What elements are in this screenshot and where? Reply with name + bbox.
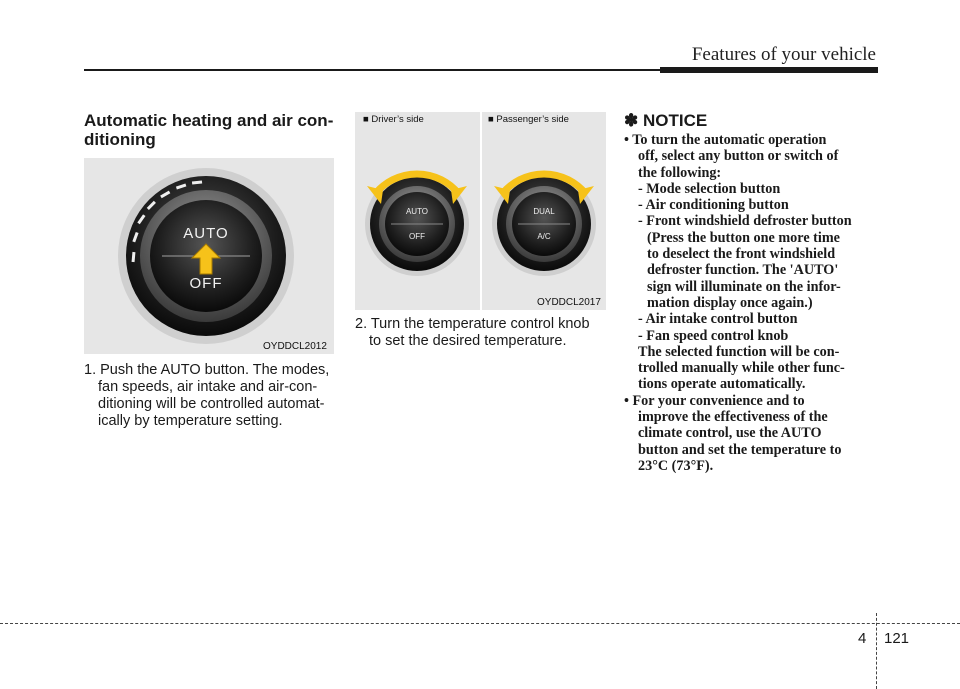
chapter-number: 4 xyxy=(858,630,867,647)
step-line: 2. Turn the temperature control knob xyxy=(355,316,590,332)
section-title xyxy=(84,111,339,149)
notice-line: defroster function. The 'AUTO' xyxy=(647,262,839,279)
figure-auto-button xyxy=(84,158,334,354)
notice-line: the following: xyxy=(638,164,722,181)
step-line: 1. Push the AUTO button. The modes, xyxy=(84,362,330,378)
notice-line: - Mode selection button xyxy=(638,180,781,197)
left-knob-top-label: AUTO xyxy=(405,207,429,216)
notice-title: ✽ NOTICE xyxy=(624,111,708,130)
section-title-line: ditioning xyxy=(84,130,156,149)
dual-knob-illustration xyxy=(355,112,606,310)
header-rule-accent xyxy=(660,67,878,73)
notice-line: 23°C (73°F). xyxy=(638,457,714,474)
passenger-side-label: ■ Passenger’s side xyxy=(488,114,569,125)
notice-line: (Press the button one more time xyxy=(647,229,840,246)
notice-line: - Air intake control button xyxy=(638,311,798,328)
knob-illustration xyxy=(84,158,334,354)
header-title: Features of your vehicle xyxy=(691,44,876,65)
page-number: 121 xyxy=(884,630,910,647)
step-line: ically by temperature setting. xyxy=(98,413,283,429)
step-line: to set the desired temperature. xyxy=(369,333,567,349)
footer-vertical-rule xyxy=(876,613,877,689)
step-1 xyxy=(84,362,329,430)
notice-line: - Air conditioning button xyxy=(638,197,789,214)
notice-line: climate control, use the AUTO xyxy=(638,425,822,442)
notice-line: sign will illuminate on the infor- xyxy=(647,278,841,295)
notice-line: • To turn the automatic operation xyxy=(624,132,827,148)
left-knob-bottom-label: OFF xyxy=(409,232,425,241)
footer-rule xyxy=(0,623,960,624)
right-knob-bottom-label: A/C xyxy=(537,232,551,241)
notice-line: trolled manually while other func- xyxy=(638,360,845,377)
step-line: fan speeds, air intake and air-con- xyxy=(98,379,318,395)
notice-line: button and set the temperature to xyxy=(638,441,842,458)
figure-caption: OYDDCL2017 xyxy=(537,297,601,308)
notice-line: • For your convenience and to xyxy=(624,392,805,409)
knob-bottom-label: OFF xyxy=(189,275,223,292)
notice-line: - Fan speed control knob xyxy=(638,327,789,344)
notice-line: improve the effectiveness of the xyxy=(638,409,828,426)
notice-line: mation display once again.) xyxy=(647,294,813,311)
section-title-line: Automatic heating and air con- xyxy=(84,111,334,130)
step-2 xyxy=(355,316,590,350)
notice-line: tions operate automatically. xyxy=(638,376,806,393)
figure-temperature-knobs xyxy=(355,112,606,310)
step-line: ditioning will be controlled automat- xyxy=(98,396,325,412)
figure-caption: OYDDCL2012 xyxy=(263,341,327,352)
knob-top-label: AUTO xyxy=(183,225,229,242)
driver-side-label: ■ Driver’s side xyxy=(363,114,424,125)
notice-line: - Front windshield defroster button xyxy=(638,213,852,230)
notice-line: off, select any button or switch of xyxy=(638,148,839,165)
notice-line: The selected function will be con- xyxy=(638,343,840,360)
notice-body xyxy=(624,132,880,474)
notice-line: to deselect the front windshield xyxy=(647,246,836,263)
right-knob-top-label: DUAL xyxy=(533,207,555,216)
